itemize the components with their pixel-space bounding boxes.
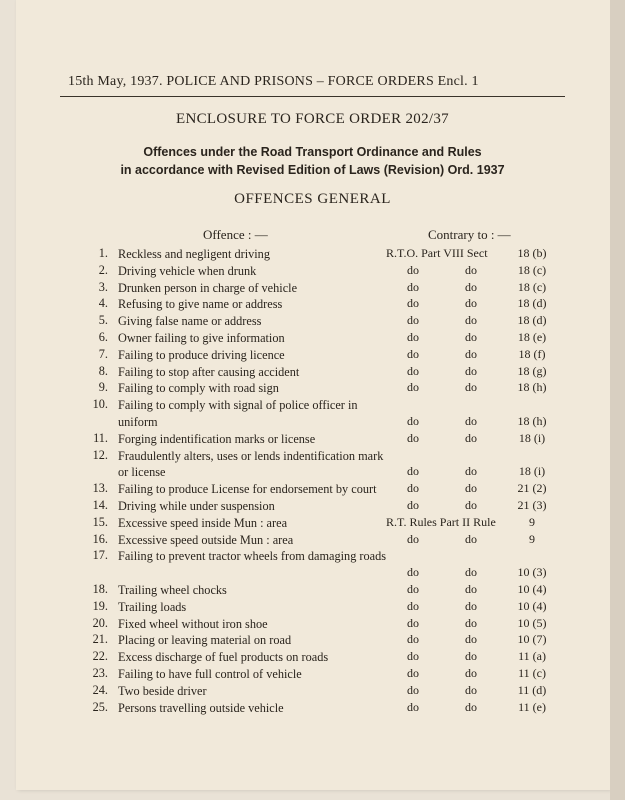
section-number: 18 (i): [518, 464, 546, 479]
enclosure-title: ENCLOSURE TO FORCE ORDER 202/37: [176, 111, 449, 127]
offence-row: [0, 481, 625, 498]
ditto-mark: do: [465, 430, 477, 445]
offence-number: 1.: [98, 246, 108, 260]
offence-description: Excessive speed inside Mun : area: [118, 515, 288, 530]
offence-number: 4.: [98, 296, 108, 311]
section-number: 18 (i): [518, 430, 546, 445]
offence-row: [0, 397, 625, 431]
ditto-mark: do: [407, 346, 419, 361]
ditto-mark: do: [465, 598, 477, 613]
offence-description: Driving vehicle when drunk: [118, 263, 257, 278]
offence-number: 15.: [92, 514, 108, 529]
ditto-mark: do: [407, 682, 419, 697]
ditto-mark: do: [407, 481, 419, 496]
section-number: 9: [529, 514, 535, 529]
offence-row: [0, 448, 625, 482]
offence-number: 3.: [98, 279, 108, 294]
ditto-mark: do: [407, 531, 419, 546]
ditto-mark: do: [465, 296, 477, 311]
section-title: OFFENCES GENERAL: [234, 191, 391, 207]
section-number: 10 (5): [517, 615, 547, 630]
ditto-mark: do: [407, 649, 419, 664]
ditto-mark: do: [465, 531, 477, 546]
offence-description: Fixed wheel without iron shoe: [118, 616, 268, 631]
section-number: 18 (h): [517, 380, 547, 395]
ditto-mark: do: [465, 649, 477, 664]
offence-description: Failing to produce driving licence: [118, 347, 285, 362]
ditto-mark: do: [465, 615, 477, 630]
section-number: 18 (d): [517, 313, 547, 328]
offence-description: Failing to comply with signal of police officer in uniform: [118, 398, 358, 429]
ditto-mark: do: [407, 615, 419, 630]
ditto-mark: do: [407, 329, 419, 344]
offence-number: 5.: [98, 313, 108, 328]
offence-row: [0, 347, 625, 364]
offence-description: Failing to stop after causing accident: [118, 364, 300, 379]
ditto-mark: do: [465, 632, 477, 647]
offence-description: Giving false name or address: [118, 314, 262, 329]
offence-description: Trailing loads: [118, 599, 187, 614]
ditto-mark: do: [465, 413, 477, 428]
offence-description: Two beside driver: [118, 683, 207, 698]
ditto-mark: do: [407, 565, 419, 580]
ditto-mark: do: [407, 363, 419, 378]
section-number: 11 (e): [518, 699, 546, 714]
offence-number: 11.: [93, 430, 108, 445]
offence-row: [0, 616, 625, 633]
offence-description: Driving while under suspension: [118, 498, 275, 513]
subtitle-line-1: Offences under the Road Transport Ordinance and Rules: [143, 145, 482, 159]
offence-number: 21.: [92, 632, 108, 647]
subtitle-line-2: in accordance with Revised Edition of Laws (Revision) Ord. 1937: [120, 163, 505, 177]
header-rule: [60, 96, 565, 97]
ditto-mark: do: [465, 313, 477, 328]
offence-description: Failing to prevent tractor wheels from damaging roads: [118, 549, 387, 564]
offence-row: [0, 700, 625, 717]
section-number: 10 (7): [517, 632, 547, 647]
offence-description: Placing or leaving material on road: [118, 633, 292, 648]
section-number: 18 (e): [517, 329, 547, 344]
offences-list: [0, 246, 625, 716]
section-number: 21 (2): [517, 481, 547, 496]
section-number: 10 (4): [517, 581, 547, 596]
section-number: 18 (c): [517, 262, 547, 277]
ditto-mark: do: [407, 497, 419, 512]
offence-description: Forging indentification marks or license: [118, 431, 316, 446]
offence-number: 17.: [92, 548, 108, 563]
offence-row: [0, 263, 625, 280]
section-number: 18 (b): [517, 246, 547, 260]
ditto-mark: do: [407, 279, 419, 294]
section-number: 18 (d): [517, 296, 547, 311]
offence-row: [0, 330, 625, 347]
offence-number: 25.: [92, 699, 108, 714]
offence-description: Failing to produce License for endorsement by court: [118, 482, 377, 497]
offence-number: 13.: [92, 481, 108, 496]
offence-description: Refusing to give name or address: [118, 297, 283, 312]
offence-row: [0, 632, 625, 649]
offence-row: [0, 582, 625, 599]
ditto-mark: do: [465, 279, 477, 294]
offence-row: [0, 498, 625, 515]
offence-description: Drunken person in charge of vehicle: [118, 280, 298, 295]
offence-row: [0, 599, 625, 616]
offence-row: [0, 666, 625, 683]
offence-number: 18.: [92, 581, 108, 596]
ditto-mark: do: [407, 262, 419, 277]
page-header: 15th May, 1937. POLICE AND PRISONS – FORCE ORDERS Encl. 1: [68, 74, 479, 89]
section-number: 21 (3): [517, 497, 547, 512]
offence-description: Reckless and negligent driving: [118, 247, 270, 261]
section-number: 9: [529, 531, 535, 546]
statute-reference: R.T.O. Part VIII Sect: [386, 246, 488, 260]
offence-number: 7.: [98, 346, 108, 361]
ditto-mark: do: [407, 380, 419, 395]
ditto-mark: do: [407, 430, 419, 445]
offence-row: [0, 649, 625, 666]
ditto-mark: do: [465, 363, 477, 378]
section-number: 10 (3): [517, 565, 547, 580]
ditto-mark: do: [465, 481, 477, 496]
ditto-mark: do: [465, 581, 477, 596]
offence-row: [0, 280, 625, 297]
offence-row: [0, 431, 625, 448]
ditto-mark: do: [465, 665, 477, 680]
offence-description: Excess discharge of fuel products on roads: [118, 650, 329, 665]
ditto-mark: do: [407, 296, 419, 311]
ditto-mark: do: [407, 598, 419, 613]
offence-number: 9.: [98, 380, 108, 395]
ditto-mark: do: [407, 699, 419, 714]
ditto-mark: do: [465, 262, 477, 277]
offence-description: Failing to have full control of vehicle: [118, 666, 302, 681]
offence-number: 10.: [92, 397, 108, 412]
section-number: 11 (d): [517, 682, 547, 697]
ditto-mark: do: [407, 665, 419, 680]
section-number: 18 (f): [518, 346, 546, 361]
offence-row: [0, 380, 625, 397]
section-number: 18 (g): [517, 363, 547, 378]
contrary-column-header: Contrary to : —: [428, 227, 511, 242]
offence-number: 20.: [92, 615, 108, 630]
ditto-mark: do: [465, 380, 477, 395]
ditto-mark: do: [407, 581, 419, 596]
offence-row: [0, 532, 625, 549]
offence-number: 12.: [92, 447, 108, 462]
ditto-mark: do: [407, 464, 419, 479]
ditto-mark: do: [465, 682, 477, 697]
offence-column-header: Offence : —: [203, 227, 268, 242]
offence-row: [0, 364, 625, 381]
ditto-mark: do: [465, 699, 477, 714]
ditto-mark: do: [407, 632, 419, 647]
offence-description: Failing to comply with road sign: [118, 381, 279, 396]
section-number: 10 (4): [517, 598, 547, 613]
section-number: 11 (c): [518, 665, 546, 680]
offence-number: 19.: [92, 598, 108, 613]
ditto-mark: do: [465, 565, 477, 580]
section-number: 18 (h): [517, 413, 547, 428]
offence-number: 22.: [92, 649, 108, 664]
ditto-mark: do: [407, 413, 419, 428]
offence-description: Persons travelling outside vehicle: [118, 700, 284, 715]
offence-number: 24.: [92, 682, 108, 697]
offence-row: [0, 246, 625, 263]
offence-description: Fraudulently alters, uses or lends indentification mark or license: [118, 448, 384, 480]
offence-description: Trailing wheel chocks: [118, 582, 227, 597]
statute-reference: R.T. Rules Part II Rule: [386, 514, 496, 529]
offence-row: [0, 313, 625, 330]
ditto-mark: do: [407, 313, 419, 328]
offence-row: [0, 515, 625, 532]
ditto-mark: do: [465, 497, 477, 512]
ditto-mark: do: [465, 346, 477, 361]
offence-row: [0, 683, 625, 700]
offence-number: 6.: [98, 329, 108, 344]
ditto-mark: do: [465, 464, 477, 479]
offence-number: 14.: [92, 497, 108, 512]
offence-number: 2.: [98, 262, 108, 277]
section-number: 11 (a): [518, 649, 546, 664]
offence-description: Excessive speed outside Mun : area: [118, 532, 294, 547]
section-number: 18 (c): [517, 279, 547, 294]
offence-number: 23.: [92, 665, 108, 680]
offence-number: 8.: [98, 363, 108, 378]
offence-row: [0, 296, 625, 313]
offence-number: 16.: [92, 531, 108, 546]
offence-description: Owner failing to give information: [118, 330, 285, 345]
ditto-mark: do: [465, 329, 477, 344]
offence-row: [0, 548, 625, 582]
